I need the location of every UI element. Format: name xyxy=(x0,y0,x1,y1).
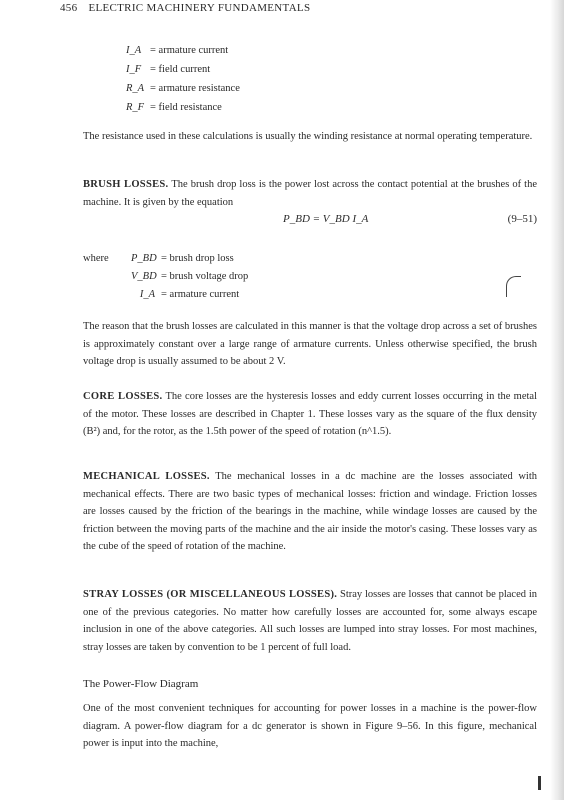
paragraph-brush-voltage: The reason that the brush losses are calculated in this manner is that the voltage drop across a set of brushes is approximately constant over a large range of armature currents. Unless otherwise specified, the brush voltage drop is usually assumed to be about 2 V. xyxy=(83,321,537,367)
where-label: where xyxy=(83,253,109,264)
def-text: = armature current xyxy=(150,45,229,56)
section-heading: The Power-Flow Diagram xyxy=(83,678,199,690)
definition-row xyxy=(126,41,240,60)
scan-edge-shadow xyxy=(550,0,564,800)
page-number: 456 xyxy=(60,2,78,14)
def-symbol: I_F xyxy=(126,64,142,75)
where-block xyxy=(83,250,248,304)
core-losses-text: The core losses are the hysteresis losses and eddy current losses occurring in the metal of the motor. These losses are described in Chapter 1. These losses vary as the square of the flux density (B²) and, for the rotor, as the 1.5th power of the speed of rotation (n^1.5). xyxy=(83,391,537,437)
mechanical-losses-heading: MECHANICAL LOSSES. xyxy=(83,471,210,482)
where-symbol: I_A xyxy=(139,289,155,300)
definition-row xyxy=(126,79,240,98)
where-symbol: P_BD xyxy=(131,253,157,264)
equation-number: (9–51) xyxy=(507,213,537,225)
definition-row xyxy=(126,60,240,79)
where-text: = brush voltage drop xyxy=(161,271,249,282)
paragraph-stray-losses xyxy=(83,586,537,656)
where-text: = armature current xyxy=(161,289,240,300)
brush-losses-text: The brush drop loss is the power lost across the contact potential at the brushes of the machine. It is given by the equation xyxy=(83,179,537,208)
paragraph-brush-losses xyxy=(83,176,537,211)
equation-expression: P_BD = V_BD I_A xyxy=(283,213,369,225)
running-title: ELECTRIC MACHINERY FUNDAMENTALS xyxy=(88,2,311,14)
def-text: = armature resistance xyxy=(150,83,240,94)
paragraph-mechanical-losses xyxy=(83,468,537,556)
page-edge-mark xyxy=(538,776,541,790)
definitions-list xyxy=(126,41,240,117)
where-text: = brush drop loss xyxy=(161,253,234,264)
brush-losses-heading: BRUSH LOSSES. xyxy=(83,179,169,190)
definition-row xyxy=(126,98,240,117)
def-text: = field current xyxy=(150,64,211,75)
def-text: = field resistance xyxy=(150,102,222,113)
def-symbol: R_F xyxy=(126,102,145,113)
where-row xyxy=(83,286,248,304)
mechanical-losses-text: The mechanical losses in a dc machine are the losses associated with mechanical effects. There are two basic types of mechanical losses: friction and windage. Friction losses are losses caused by the friction of the bearings in the machine, while windage losses are caused by the friction between the moving parts of the machine and the air inside the motor's casing. These losses vary as the cube of the speed of rotation of the machine. xyxy=(83,471,537,552)
equation-brush-drop xyxy=(83,213,537,233)
paragraph-resistance-note: The resistance used in these calculations is usually the winding resistance at normal operating temperature. xyxy=(83,131,533,142)
where-row xyxy=(83,268,248,286)
where-row xyxy=(83,250,248,268)
running-header xyxy=(60,2,310,14)
paragraph-power-flow: One of the most convenient techniques for accounting for power losses in a machine is the power-flow diagram. A power-flow diagram for a dc generator is shown in Figure 9–56. In this figure, mechanical power is input into the machine, xyxy=(83,703,537,749)
def-symbol: I_A xyxy=(126,45,142,56)
stray-losses-text: Stray losses are losses that cannot be placed in one of the previous categories. No matter how carefully losses are accounted for, some always escape inclusion in one of the above categories. All such losses are lumped into stray losses. For most machines, stray losses are taken by convention to be 1 percent of full load. xyxy=(83,589,537,653)
core-losses-heading: CORE LOSSES. xyxy=(83,391,163,402)
stray-losses-heading: STRAY LOSSES (OR MISCELLANEOUS LOSSES). xyxy=(83,589,338,600)
def-symbol: R_A xyxy=(126,83,145,94)
where-symbol: V_BD xyxy=(131,271,157,282)
margin-mark xyxy=(506,276,521,297)
paragraph-core-losses xyxy=(83,388,537,441)
